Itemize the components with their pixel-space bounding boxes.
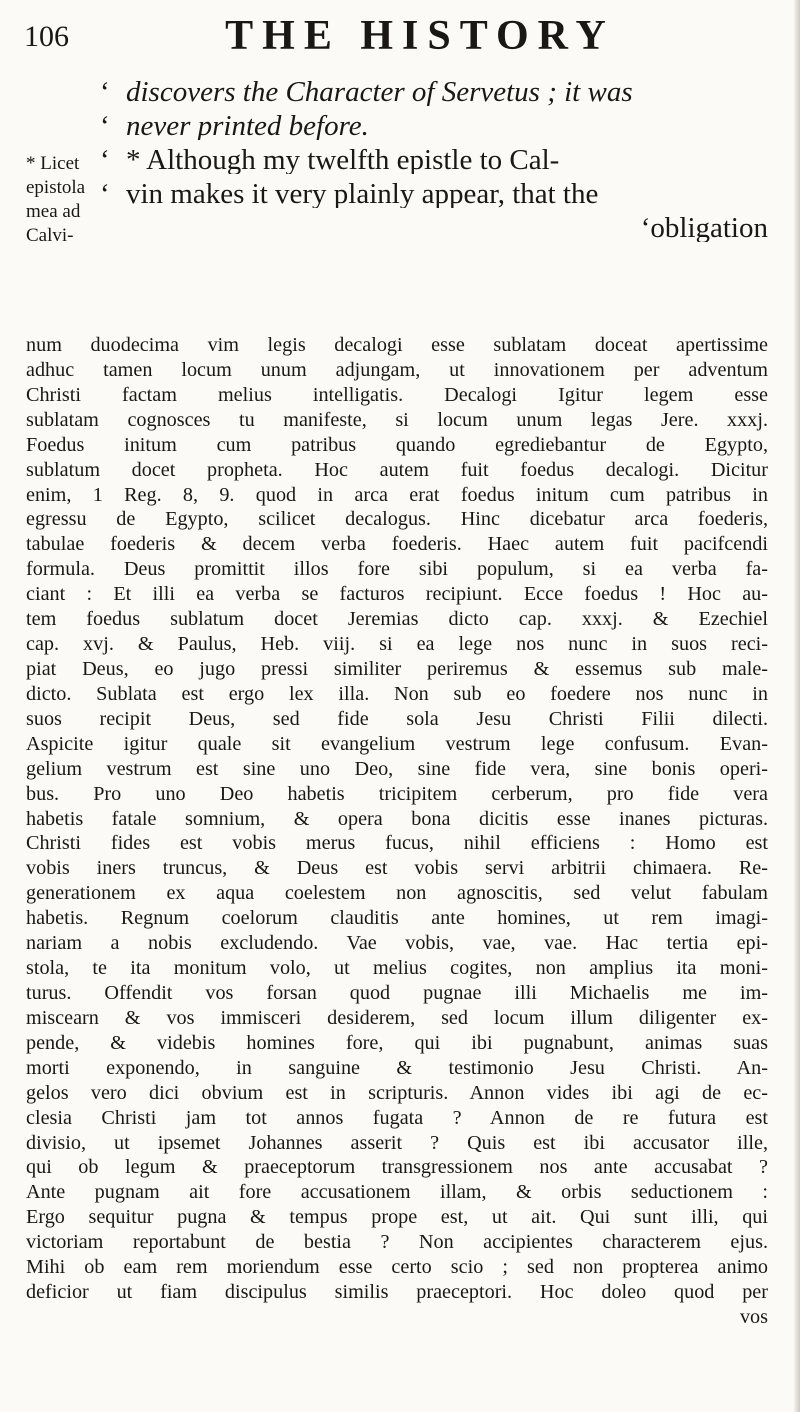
latin-line: divisio, ut ipsemet Johannes asserit ? Quis est ibi accusator ille, — [26, 1131, 768, 1154]
latin-line: Mihi ob eam rem moriendum esse certo scio ; sed non propterea animo — [26, 1256, 768, 1279]
latin-line: turus. Offendit vos forsan quod pugnae illi Michaelis me im- — [26, 981, 768, 1004]
english-line-text: * Although my twelfth epistle to Cal- — [126, 146, 560, 174]
english-line — [100, 112, 768, 140]
latin-line: num duodecima vim legis decalogi esse sublatam doceat apertissime — [26, 334, 768, 356]
latin-line: piat Deus, eo jugo pressi similiter periremus & essemus sub male- — [26, 657, 768, 680]
latin-line: vobis iners truncus, & Deus est vobis servi arbitrii chimaera. Re- — [26, 857, 768, 880]
running-head: THE HISTORY — [225, 13, 615, 59]
margin-note-line: epistola — [26, 177, 86, 198]
latin-line: victoriam reportabunt de bestia ? Non accipientes characterem ejus. — [26, 1231, 768, 1254]
latin-line: habetis. Regnum coelorum clauditis ante homines, ut rem imagi- — [26, 907, 768, 930]
margin-note-line: mea ad — [26, 201, 81, 222]
latin-line: generationem ex aqua coelestem non agnoscitis, sed velut fabulam — [26, 882, 768, 905]
latin-line: suos recipit Deus, sed fide sola Jesu Christi Filii dilecti. — [26, 707, 768, 730]
latin-letter-body — [26, 333, 768, 1330]
margin-note-line: * Licet — [26, 153, 80, 174]
latin-line: Ante pugnam ait fore accusationem illam, & orbis seductionem : — [26, 1181, 768, 1204]
latin-line: sublatam cognosces tu manifeste, si locum unum legas Jere. xxxj. — [26, 408, 768, 431]
english-line-text: never printed before. — [126, 112, 369, 140]
quote-mark: ‘ — [100, 180, 110, 208]
page-header — [24, 6, 776, 66]
latin-line: Christi fides est vobis merus fucus, nihil efficiens : Homo est — [26, 832, 768, 855]
latin-line: clesia Christi jam tot annos fugata ? Annon de re futura est — [26, 1106, 768, 1129]
latin-line: formula. Deus promittit illos fore sibi populum, si ea verba fa- — [26, 558, 768, 581]
latin-line: sublatum docet propheta. Hoc autem fuit foedus decalogi. Dicitur — [26, 458, 768, 481]
latin-line: Aspicite igitur quale sit evangelium vestrum lege confusum. Evan- — [26, 732, 768, 755]
latin-line: vos — [739, 1305, 768, 1328]
latin-line: ciant : Et illi ea verba se facturos recipiunt. Ecce foedus ! Hoc au- — [26, 583, 768, 606]
latin-line: gelos vero dici obvium est in scripturis. Annon vides ibi agi de ec- — [26, 1081, 768, 1104]
latin-line: enim, 1 Reg. 8, 9. quod in arca erat foedus initum cum patribus in — [26, 483, 768, 506]
page-number: 106 — [24, 20, 69, 53]
latin-line: miscearn & vos immisceri desiderem, sed locum illum diligenter ex- — [26, 1006, 768, 1029]
quote-mark: ‘ — [100, 146, 110, 174]
latin-line: egressu de Egypto, scilicet decalogus. Hinc dicebatur arca foederis, — [26, 508, 768, 531]
english-line-text: vin makes it very plainly appear, that the — [126, 180, 599, 208]
latin-line: Ergo sequitur pugna & tempus prope est, ut ait. Qui sunt illi, qui — [26, 1206, 768, 1229]
latin-line: adhuc tamen locum unum adjungam, ut innovationem per adventum — [26, 358, 768, 381]
latin-line: morti exponendo, in sanguine & testimonio Jesu Christi. An- — [26, 1056, 768, 1079]
english-line — [100, 146, 768, 174]
latin-line: tabulae foederis & decem verba foederis. Haec autem fuit pacifcendi — [26, 533, 768, 556]
english-line — [100, 180, 768, 208]
quote-mark: ‘ — [100, 112, 110, 140]
latin-line: bus. Pro uno Deo habetis tricipitem cerberum, pro fide vera — [26, 782, 768, 805]
margin-note-line: Calvi- — [26, 225, 74, 246]
english-line-text: discovers the Character of Servetus ; it was — [126, 78, 633, 106]
latin-line: gelium vestrum est sine uno Deo, sine fide vera, sine bonis operi- — [26, 757, 768, 780]
latin-line: Christi factam melius intelligatis. Decalogi Igitur legem esse — [26, 383, 768, 406]
latin-line: qui ob legum & praeceptorum transgressionem nos ante accusabat ? — [26, 1156, 768, 1179]
latin-line: cap. xvj. & Paulus, Heb. viij. si ea lege nos nunc in suos reci- — [26, 633, 768, 656]
latin-line: tem foedus sublatum docet Jeremias dicto cap. xxxj. & Ezechiel — [26, 608, 768, 631]
latin-line: stola, te ita monitum volo, ut melius cogites, non amplius ita moni- — [26, 957, 768, 980]
quote-mark: ‘ — [100, 78, 110, 106]
english-line — [100, 214, 768, 242]
page-edge-shadow — [794, 0, 800, 1412]
quote-mark: ‘ — [640, 214, 651, 242]
latin-line: deficior ut fiam discipulus similis praeceptori. Hoc doleo quod per — [26, 1281, 768, 1304]
english-line — [100, 78, 768, 106]
latin-line: Foedus initum cum patribus quando egrediebantur de Egypto, — [26, 433, 768, 456]
latin-line: nariam a nobis excludendo. Vae vobis, vae, vae. Hac tertia epi- — [26, 932, 768, 955]
latin-line: dicto. Sublata est ergo lex illa. Non sub eo foedere nos nunc in — [26, 682, 768, 705]
english-line-text: obligation — [650, 214, 768, 242]
latin-line: pende, & videbis homines fore, qui ibi pugnabunt, animas suas — [26, 1031, 768, 1054]
latin-line: habetis fatale somnium, & opera bona dicitis esse inanes picturas. — [26, 807, 768, 830]
